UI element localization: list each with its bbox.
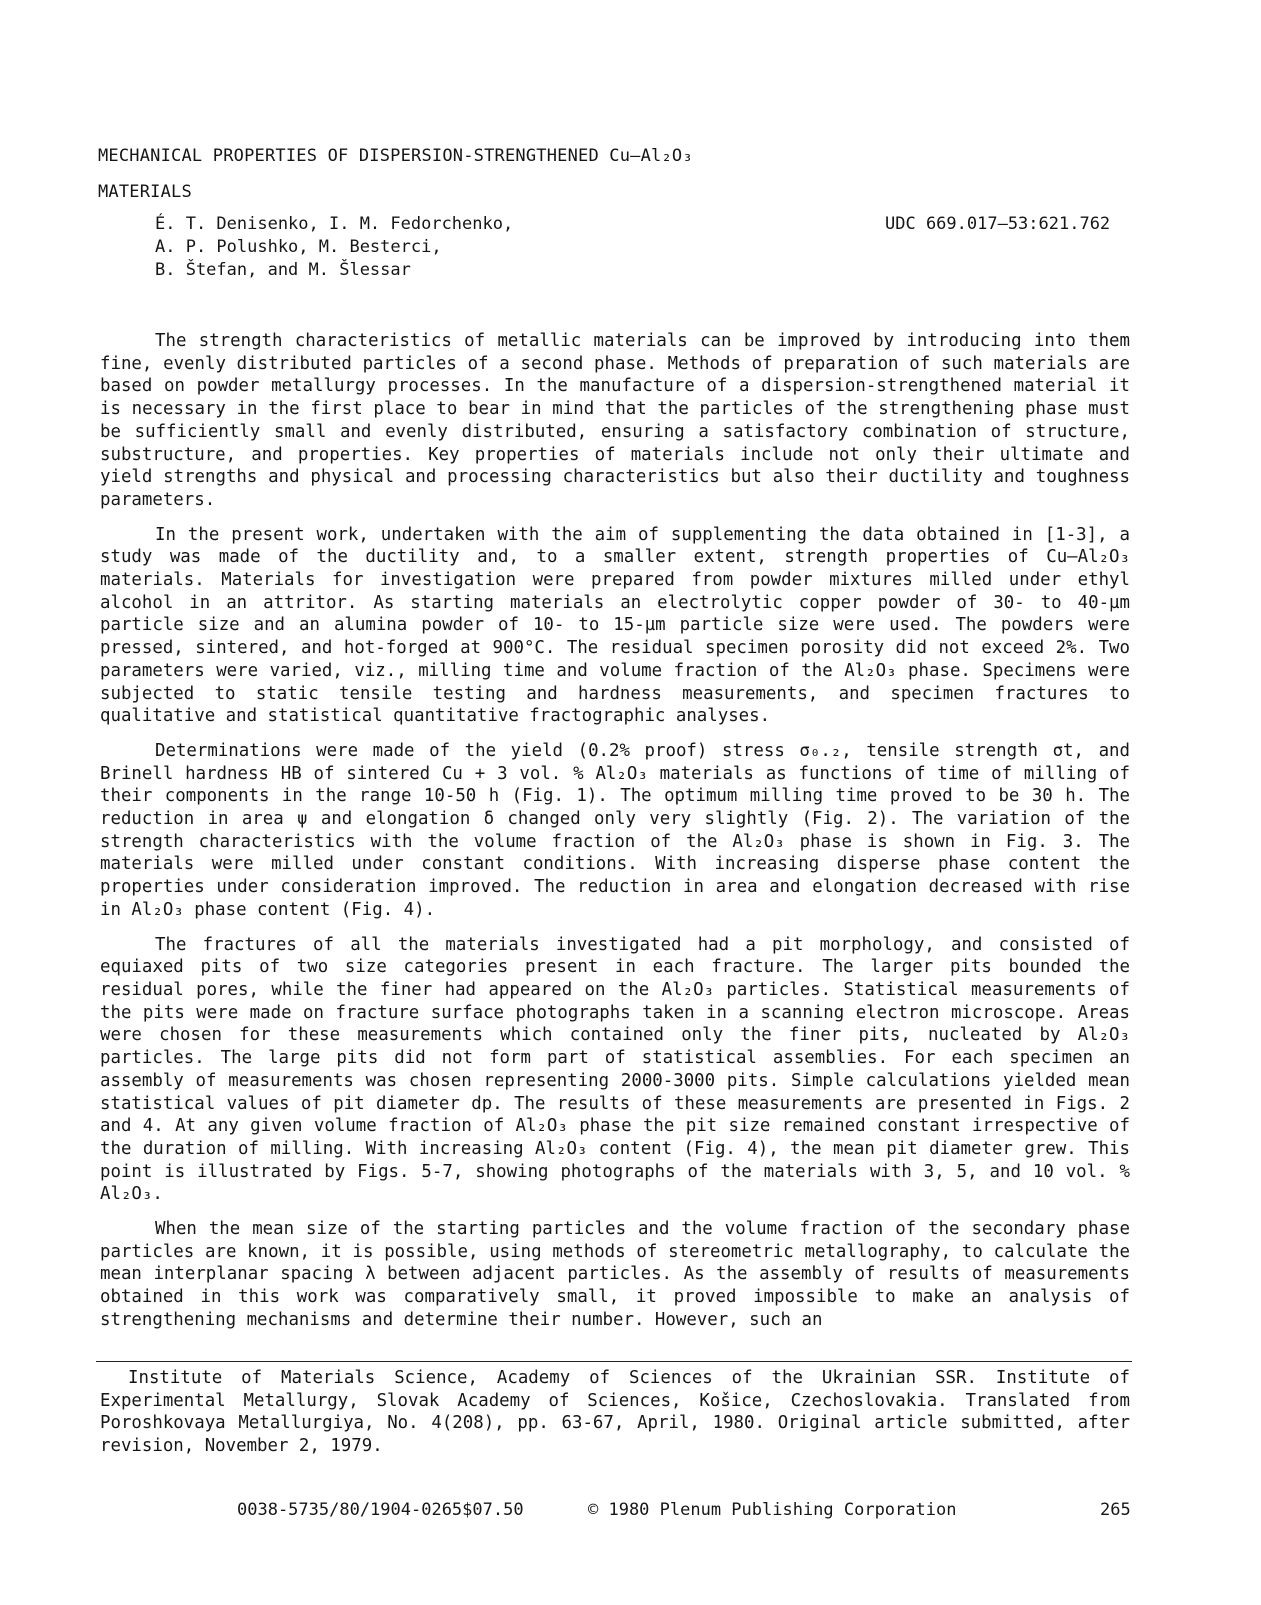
footnote-divider xyxy=(96,1361,1132,1362)
footnote: Institute of Materials Science, Academy of Sciences of the Ukrainian SSR. Institute of Experimental Metallurgy, Slovak Academy of Sciences, Košice, Czechoslovakia. Translated from Poroshkovaya Metallurgiya, No. 4(208), pp. 63-67, April, 1980. Original article submitted, after revision, November 2, 1979. xyxy=(100,1368,1130,1456)
body-paragraph: When the mean size of the starting particles and the volume fraction of the secondary phase particles are known, it is possible, using methods of stereometric metallography, to calculate the mean interplanar spacing λ between adjacent particles. As the assembly of results of measurements obtained in this work was comparatively small, it proved impossible to make an analysis of strengthening mechanisms and determine their number. However, such an xyxy=(100,1219,1130,1330)
title-line: MECHANICAL PROPERTIES OF DISPERSION-STRENGTHENED Cu—Al₂O₃ xyxy=(98,146,693,166)
journal-code: 0038-5735/80/1904-0265$07.50 xyxy=(237,1500,524,1520)
author-line: É. T. Denisenko, I. M. Fedorchenko, xyxy=(155,214,514,234)
body-paragraph: In the present work, undertaken with the aim of supplementing the data obtained in [1-3], a study was made of the ductility and, to a smaller extent, strength properties of Cu—Al₂O₃ materials. Materials for investigation were prepared from powder mixtures milled under ethyl alcohol in an attritor. As starting materials an electrolytic copper powder of 30- to 40-µm particle size and an alumina powder of 10- to 15-µm particle size were used. The powders were pressed, sintered, and hot-forged at 900°C. The residual specimen porosity did not exceed 2%. Two parameters were varied, viz., milling time and volume fraction of the Al₂O₃ phase. Specimens were subjected to static tensile testing and hardness measurements, and specimen fractures to qualitative and statistical quantitative fractographic analyses. xyxy=(100,524,1130,727)
copyright-notice: © 1980 Plenum Publishing Corporation xyxy=(588,1500,957,1520)
author-line: B. Štefan, and M. Šlessar xyxy=(155,260,411,280)
udc-code: UDC 669.017—53:621.762 xyxy=(885,214,1111,234)
author-line: A. P. Polushko, M. Besterci, xyxy=(155,237,442,257)
body-paragraph: Determinations were made of the yield (0.2% proof) stress σ₀.₂, tensile strength σt, and Brinell hardness HB of sintered Cu + 3 vol. % Al₂O₃ materials as functions of time of milling of their components in the range 10-50 h (Fig. 1). The optimum milling time proved to be 30 h. The reduction in area ψ and elongation δ changed only very slightly (Fig. 2). The variation of the strength characteristics with the volume fraction of the Al₂O₃ phase is shown in Fig. 3. The materials were milled under constant conditions. With increasing disperse phase content the properties under consideration improved. The reduction in area and elongation decreased with rise in Al₂O₃ phase content (Fig. 4). xyxy=(100,740,1130,920)
body-paragraph: The fractures of all the materials investigated had a pit morphology, and consisted of equiaxed pits of two size categories present in each fracture. The larger pits bounded the residual pores, while the finer had appeared on the Al₂O₃ particles. Statistical measurements of the pits were made on fracture surface photographs taken in a scanning electron microscope. Areas were chosen for these measurements which contained only the finer pits, nucleated by Al₂O₃ particles. The large pits did not form part of statistical assemblies. For each specimen an assembly of measurements was chosen representing 2000-3000 pits. Simple calculations yielded mean statistical values of pit diameter dp. The results of these measurements are presented in Figs. 2 and 4. At any given volume fraction of Al₂O₃ phase the pit size remained constant irrespective of the duration of milling. With increasing Al₂O₃ content (Fig. 4), the mean pit diameter grew. This point is illustrated by Figs. 5-7, showing photographs of the materials with 3, 5, and 10 vol. % Al₂O₃. xyxy=(100,934,1130,1205)
body-paragraph: The strength characteristics of metallic materials can be improved by introducing into them fine, evenly distributed particles of a second phase. Methods of preparation of such materials are based on powder metallurgy processes. In the manufacture of a dispersion-strengthened material it is necessary in the first place to bear in mind that the particles of the strengthening phase must be sufficiently small and evenly distributed, ensuring a satisfactory combination of structure, substructure, and properties. Key properties of materials include not only their ultimate and yield strengths and physical and processing characteristics but also their ductility and toughness parameters. xyxy=(100,331,1130,510)
article-body xyxy=(100,330,1130,1344)
author-list xyxy=(155,213,513,282)
article-title xyxy=(98,138,998,210)
title-line: MATERIALS xyxy=(98,182,192,202)
page-number: 265 xyxy=(1100,1500,1131,1520)
